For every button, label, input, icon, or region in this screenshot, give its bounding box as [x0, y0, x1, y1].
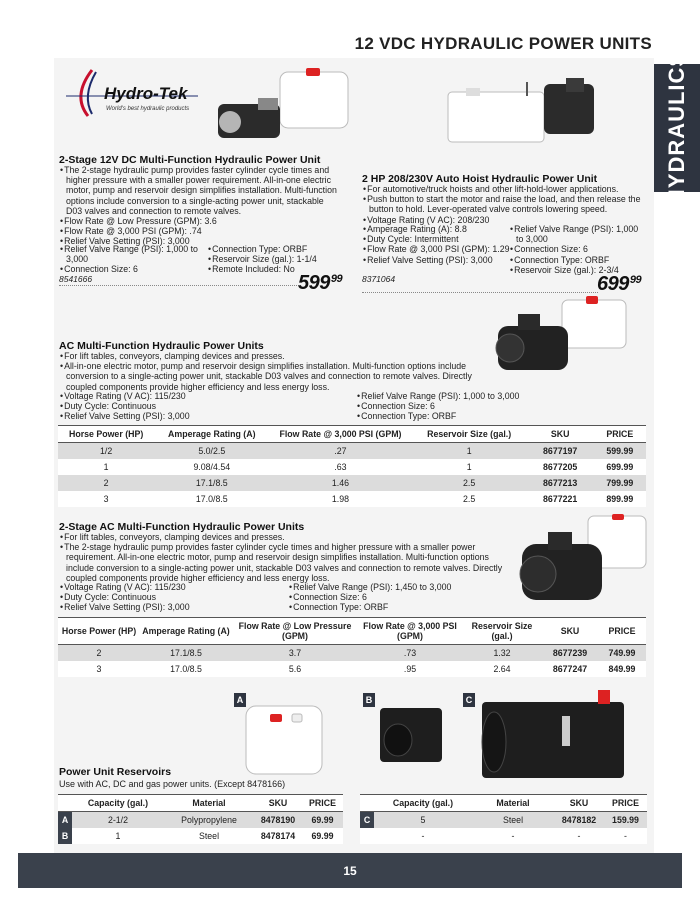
product3-bullet: • Connection Type: ORBF — [356, 411, 556, 421]
page-title: 12 VDC HYDRAULIC POWER UNITS — [354, 34, 652, 53]
reservoirs-title: Power Unit Reservoirs — [59, 766, 172, 778]
product1-divider — [59, 285, 299, 286]
table-cell: 2.64 — [493, 664, 511, 674]
table-cell: 1 — [412, 443, 527, 460]
image-label-c: C — [463, 693, 475, 707]
col-header: PRICE — [302, 795, 343, 812]
col-header: Horse Power (HP) — [58, 618, 140, 645]
product4-bullet: • Voltage Rating (V AC): 115/230 — [59, 582, 287, 592]
table-cell: .73 — [358, 645, 462, 662]
product2-bullet: • Flow Rate @ 3,000 PSI (GPM): 1.29 — [362, 244, 510, 254]
table-cell: 17.0/8.5 — [170, 664, 202, 674]
row-tag: B — [58, 828, 72, 844]
table-cell: 3 — [96, 664, 102, 674]
product1-sku: 8541666 — [59, 274, 93, 284]
product2-price — [597, 273, 641, 296]
table-row[interactable] — [360, 812, 647, 829]
table-cell: 5.6 — [288, 664, 302, 674]
table-cell: 2-1/2 — [72, 812, 164, 829]
product1-bullet: • Relief Valve Setting (PSI): 3,000 — [59, 236, 341, 246]
table-cell: - — [511, 831, 515, 841]
reservoir-table-right — [360, 794, 647, 844]
table-header-row — [58, 795, 343, 812]
product1-bullet: • Reservoir Size (gal.): 1-1/4 — [207, 254, 347, 264]
product3-bullet: • All-in-one electric motor, pump and reservoir design simplifies installation. Multi-function options include conversion to a single-acting power unit, stackable D03 valves and connection to remote valves. Directly coupled components provide higher efficiency and less energy loss. — [59, 361, 491, 392]
side-tab[interactable] — [654, 50, 700, 206]
table-row[interactable] — [58, 491, 646, 507]
reservoir-c-image — [478, 690, 628, 786]
col-header: SKU — [542, 618, 598, 645]
reservoir-b-image — [376, 704, 446, 766]
table-row[interactable] — [58, 645, 646, 662]
product1-bullet: • Connection Type: ORBF — [207, 244, 347, 254]
col-header: SKU — [527, 426, 594, 443]
price-cents: 99 — [629, 274, 642, 286]
col-header — [58, 795, 72, 812]
product1-bullet: • The 2-stage hydraulic pump provides faster cylinder cycle times and higher pressure with a smaller power requirement. All-in-one electric motor, pump and reservoir design simplifies installation. Multi-function options include conversion to a single-acting power unit, stackable D03 valves and connection to remote valves. — [59, 165, 341, 216]
table-cell: Polypropylene — [164, 812, 254, 829]
product1-price — [298, 272, 342, 295]
table-cell: 2.5 — [412, 475, 527, 491]
product4-bullet: • Duty Cycle: Continuous — [59, 592, 287, 602]
col-header — [360, 795, 374, 812]
col-header: Horse Power (HP) — [58, 426, 154, 443]
table-cell: Steel — [198, 831, 220, 841]
product4-bullet: • For lift tables, conveyors, clamping devices and presses. — [59, 532, 511, 542]
table-cell: 5 — [374, 812, 472, 829]
table-cell: 17.1/8.5 — [140, 645, 232, 662]
product2-title: 2 HP 208/230V Auto Hoist Hydraulic Power Unit — [362, 173, 598, 185]
price-dollars: 699 — [597, 273, 629, 295]
price-cell: 69.99 — [302, 812, 343, 829]
product2-bullet: • For automotive/truck hoists and other lift-hold-lower applications. — [362, 184, 642, 194]
product4-bullets-left — [59, 582, 287, 613]
col-header: SKU — [254, 795, 302, 812]
product3-bullet: • Relief Valve Range (PSI): 1,000 to 3,000 — [356, 391, 556, 401]
logo-tagline: World's best hydraulic products — [106, 106, 190, 112]
product4-bullet: • Relief Valve Range (PSI): 1,450 to 3,000 — [288, 582, 508, 592]
table-cell: 1 — [103, 462, 109, 472]
col-header: Flow Rate @ 3,000 PSI (GPM) — [358, 618, 462, 645]
table-cell: 3.7 — [232, 645, 358, 662]
table-row[interactable] — [58, 443, 646, 460]
table-cell: 1.46 — [269, 475, 411, 491]
product2-divider — [362, 292, 598, 293]
sku-cell: 8677197 — [527, 443, 594, 460]
product2-sku: 8371064 — [362, 274, 396, 284]
table-cell: - — [624, 831, 627, 841]
product3-bullets-left — [59, 391, 349, 422]
product2-bullet: • Reservoir Size (gal.): 2-3/4 — [509, 265, 644, 275]
product2-bullet: • Relief Valve Range (PSI): 1,000 to 3,000 — [509, 224, 644, 244]
product2-bullets-right — [509, 224, 644, 275]
sku-cell: 8478182 — [554, 812, 604, 829]
col-header: Capacity (gal.) — [374, 795, 472, 812]
table-cell: 1/2 — [58, 443, 154, 460]
product2-bullets — [362, 184, 642, 225]
product3-bullets-right — [356, 391, 556, 422]
table-row[interactable] — [58, 475, 646, 491]
price-cell: 849.99 — [608, 664, 636, 674]
page-number: 15 — [343, 863, 357, 878]
product4-bullet: • Connection Size: 6 — [288, 592, 508, 602]
product3-bullets — [59, 351, 491, 392]
table-cell: .63 — [334, 462, 347, 472]
ac-hoist-unit-image — [446, 78, 606, 150]
col-header: Reservoir Size (gal.) — [412, 426, 527, 443]
col-header: Flow Rate @ Low Pressure (GPM) — [232, 618, 358, 645]
sku-cell: 8677239 — [542, 645, 598, 662]
col-header: Material — [164, 795, 254, 812]
table-cell: .95 — [403, 664, 417, 674]
table-cell: 1.32 — [462, 645, 542, 662]
table-cell: 17.0/8.5 — [195, 494, 228, 504]
table-row — [360, 828, 647, 844]
price-cell: 749.99 — [598, 645, 646, 662]
col-header: PRICE — [594, 426, 646, 443]
table-row[interactable] — [58, 661, 646, 677]
product2-bullet: • Duty Cycle: Intermittent — [362, 234, 510, 244]
two-stage-ac-unit-image — [518, 514, 650, 614]
sku-cell: 8677205 — [543, 462, 578, 472]
table-cell: 1.98 — [331, 494, 350, 504]
product2-bullet: • Voltage Rating (V AC): 208/230 — [362, 215, 642, 225]
table-row[interactable] — [58, 812, 343, 829]
col-header: Reservoir Size (gal.) — [462, 618, 542, 645]
product1-title: 2-Stage 12V DC Multi-Function Hydraulic Power Unit — [59, 154, 321, 166]
product4-bullet: • Connection Type: ORBF — [288, 602, 508, 612]
product3-bullet: • For lift tables, conveyors, clamping devices and presses. — [59, 351, 491, 361]
price-cell: 699.99 — [606, 462, 634, 472]
side-tab-label: HYDRAULICS — [664, 50, 690, 206]
product1-bullet: • Flow Rate @ Low Pressure (GPM): 3.6 — [59, 216, 341, 226]
product4-table — [58, 617, 646, 677]
sku-cell: 8677221 — [543, 494, 578, 504]
product3-bullet: • Voltage Rating (V AC): 115/230 — [59, 391, 349, 401]
price-cell: 799.99 — [594, 475, 646, 491]
image-label-a: A — [234, 693, 246, 707]
table-header-row — [58, 618, 646, 645]
sku-cell: 8478190 — [254, 812, 302, 829]
price-cell: 159.99 — [604, 812, 647, 829]
product3-bullet: • Relief Valve Setting (PSI): 3,000 — [59, 411, 349, 421]
product4-bullet: • The 2-stage hydraulic pump provides faster cylinder cycle times and higher pressure with a smaller power requirement. All-in-one electric motor, pump and reservoir design simplifies installation. Multi-function options include conversion to a single-acting power unit, stackable D03 valves and connection to remote valves. Directly coupled components provide higher efficiency and less energy loss. — [59, 542, 511, 583]
row-tag: A — [58, 812, 72, 829]
price-dollars: 599 — [298, 272, 330, 294]
product4-bullet: • Relief Valve Setting (PSI): 3,000 — [59, 602, 287, 612]
table-cell: 2 — [58, 475, 154, 491]
product3-bullet: • Duty Cycle: Continuous — [59, 401, 349, 411]
table-cell: 9.08/4.54 — [193, 462, 231, 472]
dc-power-unit-image — [212, 68, 352, 150]
product2-bullet: • Connection Type: ORBF — [509, 255, 644, 265]
sku-cell: 8478174 — [260, 831, 296, 841]
price-cell: 599.99 — [594, 443, 646, 460]
logo-brand: Hydro-Tek — [104, 84, 188, 103]
table-cell: 3 — [103, 494, 109, 504]
sku-cell: 8677247 — [552, 664, 588, 674]
table-cell: 2.5 — [463, 494, 476, 504]
product4-title: 2-Stage AC Multi-Function Hydraulic Power Units — [59, 521, 305, 533]
product2-bullets-left — [362, 224, 510, 265]
reservoir-a-image — [242, 700, 326, 780]
product3-title: AC Multi-Function Hydraulic Power Units — [59, 340, 264, 352]
col-header: Material — [472, 795, 554, 812]
product1-bullet: • Connection Size: 6 — [59, 264, 207, 274]
hydro-tek-logo — [62, 66, 202, 120]
table-cell: 5.0/2.5 — [154, 443, 269, 460]
product2-bullet: • Amperage Rating (A): 8.8 — [362, 224, 510, 234]
table-row[interactable] — [58, 459, 646, 475]
table-cell: 17.1/8.5 — [154, 475, 269, 491]
table-cell: Steel — [472, 812, 554, 829]
product2-bullet: • Push button to start the motor and raise the load, and then release the button to hold. Lever-operated valve controls lowering speed. — [362, 194, 642, 214]
table-cell — [360, 828, 374, 844]
table-cell: 1 — [115, 831, 121, 841]
sku-cell: 8677213 — [527, 475, 594, 491]
product2-bullet: • Connection Size: 6 — [509, 244, 644, 254]
table-cell: 1 — [466, 462, 472, 472]
col-header: Flow Rate @ 3,000 PSI (GPM) — [269, 426, 411, 443]
col-header: Amperage Rating (A) — [154, 426, 269, 443]
image-label-b: B — [363, 693, 375, 707]
product3-bullet: • Connection Size: 6 — [356, 401, 556, 411]
col-header: PRICE — [604, 795, 647, 812]
product3-table — [58, 425, 646, 507]
reservoir-table-left — [58, 794, 343, 844]
row-tag: C — [360, 812, 374, 829]
col-header: PRICE — [598, 618, 646, 645]
product1-bullet: • Relief Valve Range (PSI): 1,000 to 3,000 — [59, 244, 207, 264]
product1-bullets-left — [59, 244, 207, 275]
col-header: Capacity (gal.) — [72, 795, 164, 812]
ac-multi-unit-image — [494, 296, 630, 378]
table-header-row — [360, 795, 647, 812]
price-cents: 99 — [330, 273, 343, 285]
product1-bullets — [59, 165, 341, 247]
col-header: SKU — [554, 795, 604, 812]
reservoirs-subtitle: Use with AC, DC and gas power units. (Except 8478166) — [59, 779, 286, 789]
col-header: Amperage Rating (A) — [140, 618, 232, 645]
product1-bullet: • Remote Included: No — [207, 264, 347, 274]
price-cell: 69.99 — [311, 831, 334, 841]
product4-bullets — [59, 532, 511, 583]
price-cell: 899.99 — [606, 494, 634, 504]
table-cell: 2 — [58, 645, 140, 662]
table-cell: - — [577, 831, 581, 841]
product2-bullet: • Relief Valve Setting (PSI): 3,000 — [362, 255, 510, 265]
table-cell: - — [421, 831, 425, 841]
product4-bullets-right — [288, 582, 508, 613]
footer-bar — [18, 853, 682, 888]
table-row[interactable] — [58, 828, 343, 844]
table-cell: .27 — [269, 443, 411, 460]
product1-bullet: • Flow Rate @ 3,000 PSI (GPM): .74 — [59, 226, 341, 236]
table-header-row — [58, 426, 646, 443]
product1-bullets-right — [207, 244, 347, 275]
